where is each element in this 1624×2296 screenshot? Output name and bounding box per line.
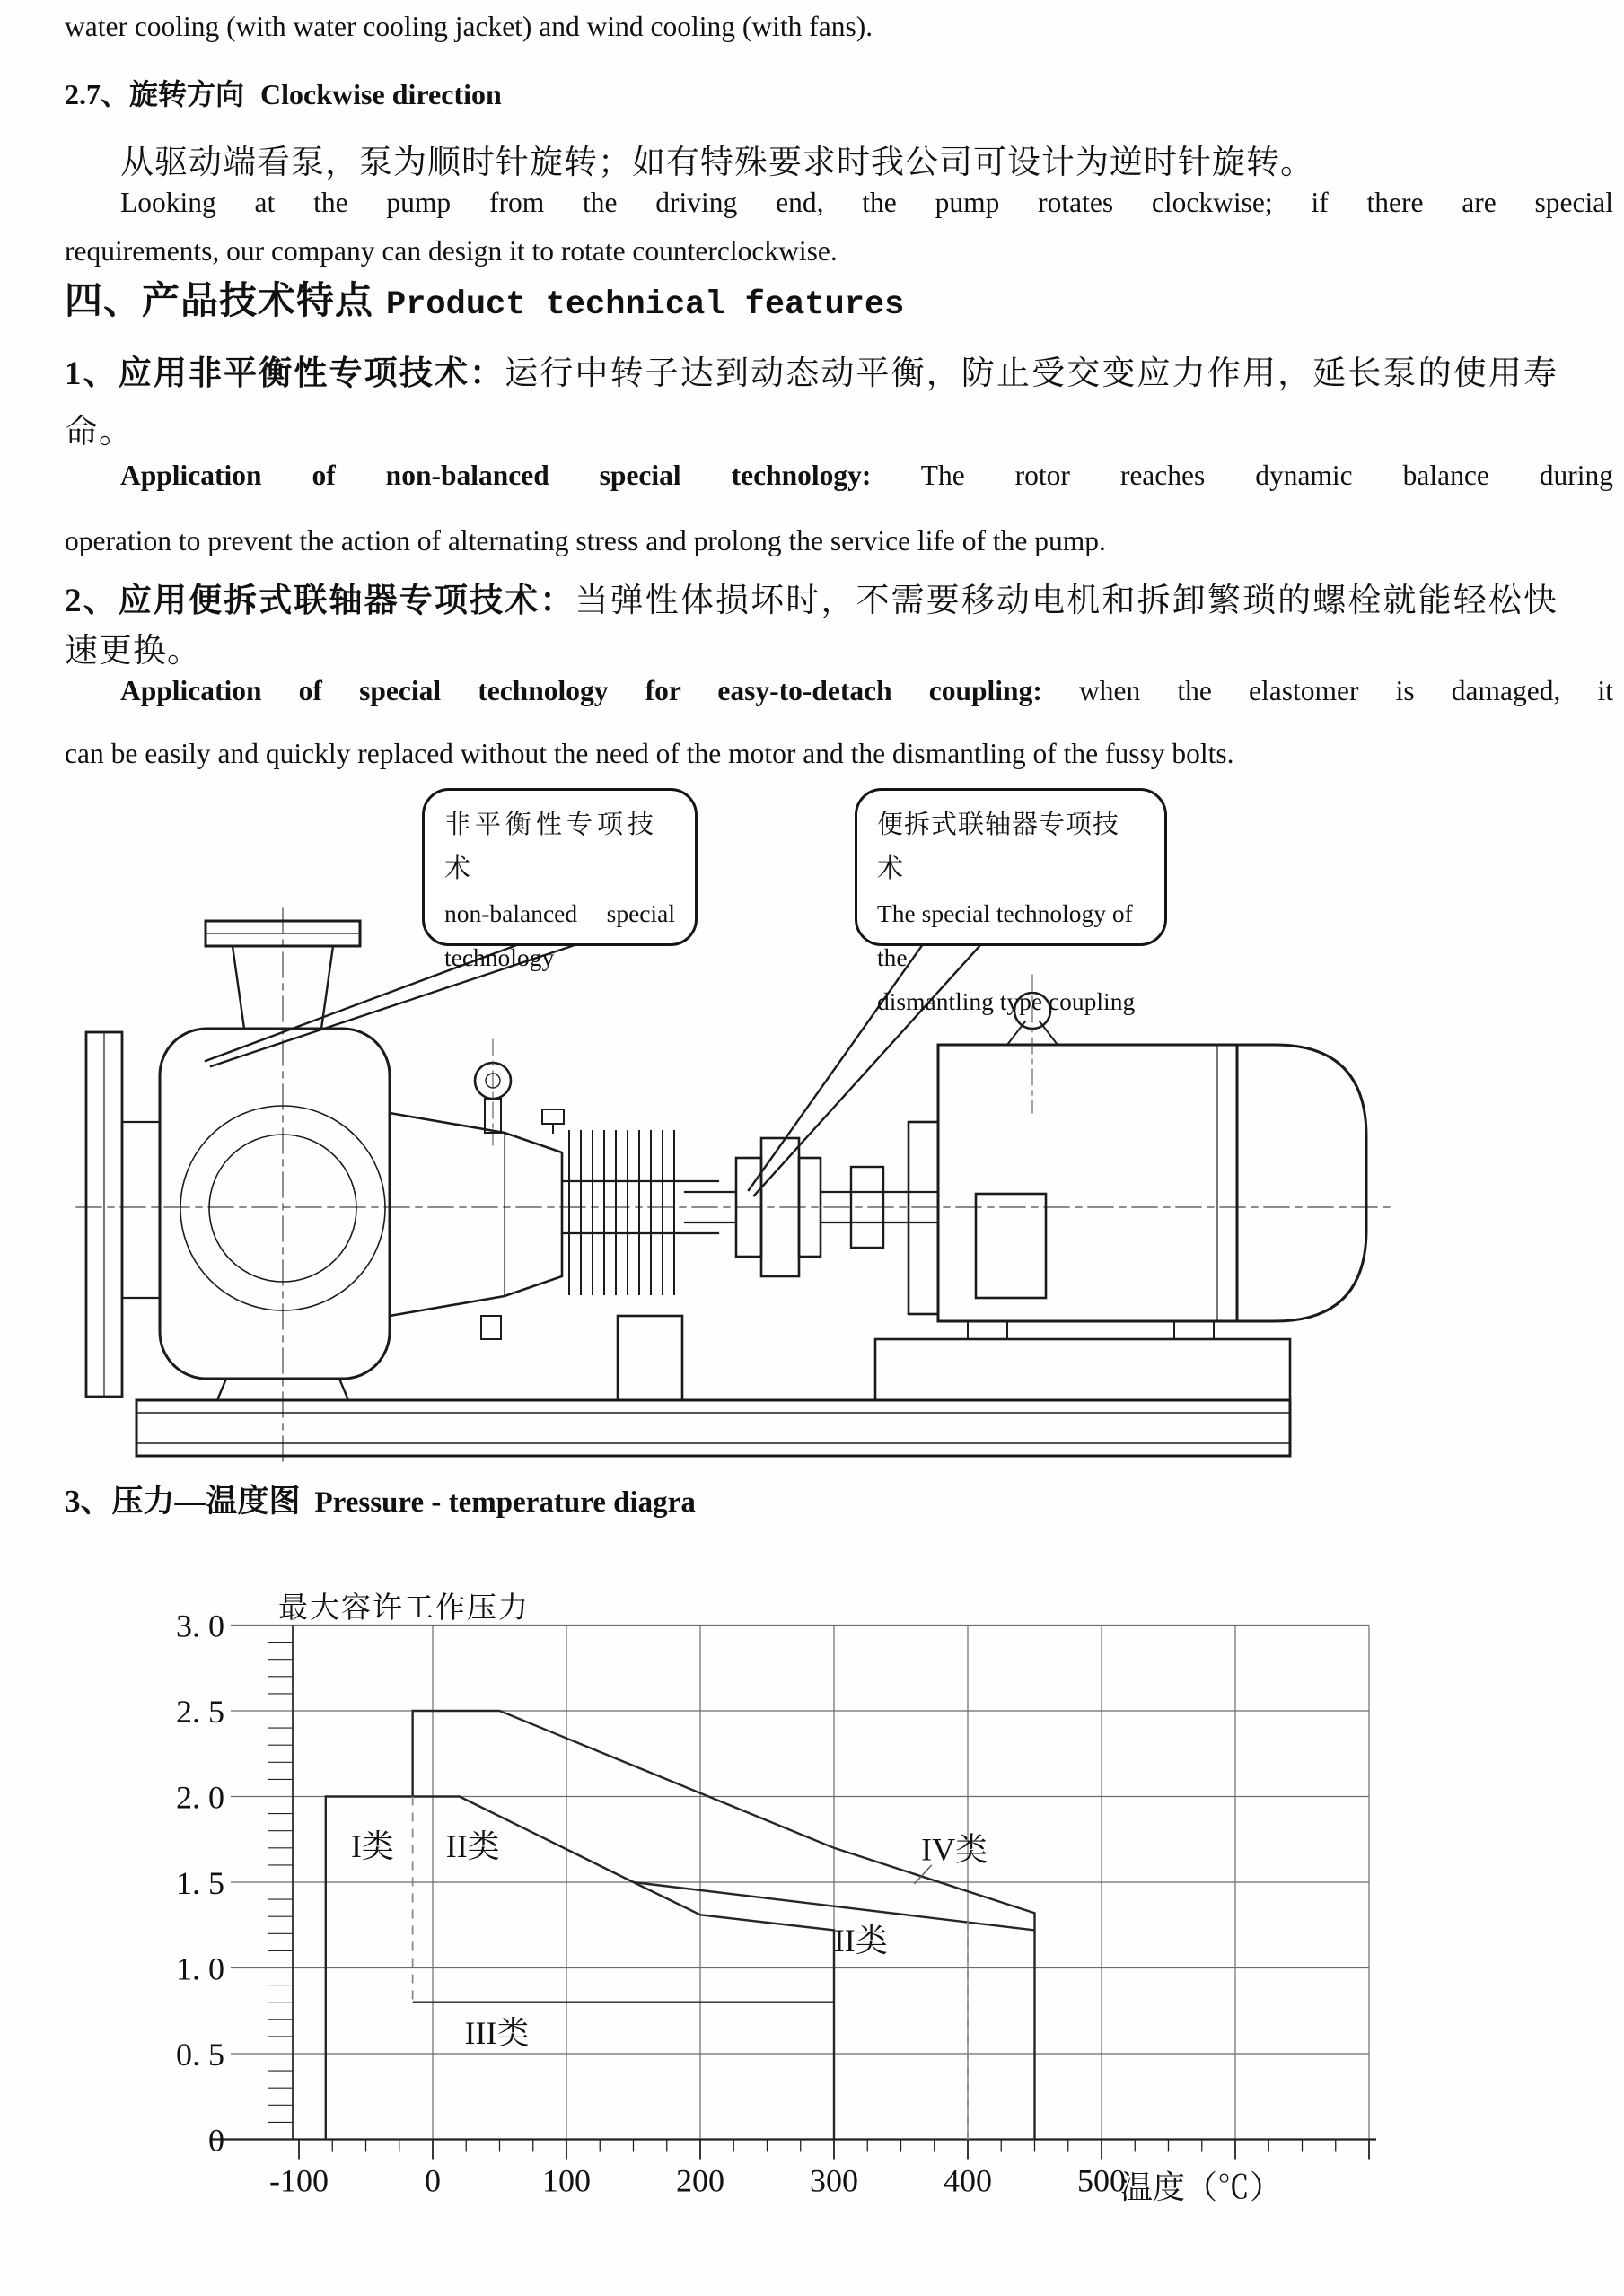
svg-text:300: 300 xyxy=(810,2162,858,2199)
callout-1-en-line1: non-balanced special xyxy=(444,899,675,927)
suction-nozzle xyxy=(122,1122,160,1298)
motor-body xyxy=(938,1045,1237,1321)
heading-2-7-en: Clockwise direction xyxy=(260,78,502,110)
series-class-II-IV-upper-boundary xyxy=(413,1711,1035,2140)
paragraph-top: water cooling (with water cooling jacket) and wind cooling (with fans). xyxy=(65,11,873,42)
region-label: II类 xyxy=(445,1827,500,1864)
svg-text:0: 0 xyxy=(425,2162,441,2199)
pressure-temperature-chart xyxy=(0,1571,1624,2280)
heading-3 xyxy=(65,1477,1558,1521)
bearing-bracket xyxy=(390,1113,562,1316)
heading-3-en: Pressure - temperature diagra xyxy=(314,1486,696,1519)
heading-4 xyxy=(65,271,1558,325)
svg-text:200: 200 xyxy=(676,2162,724,2199)
item-1-en-line1 xyxy=(65,460,1613,492)
callout-1-cn: 非平衡性专项技术 xyxy=(444,811,659,883)
chart-gridlines xyxy=(231,1626,1369,2140)
heading-3-cn: 3、压力—温度图 xyxy=(65,1484,301,1519)
paragraph-2-7-en-line1: Looking at the pump from the driving end, the pump rotates clockwise; if there are special xyxy=(120,187,1613,218)
svg-text:-100: -100 xyxy=(269,2162,329,2199)
heading-2-7-number: 2.7、 xyxy=(65,78,130,110)
item-1-line1 xyxy=(65,346,1558,394)
bracket-support-foot xyxy=(618,1316,682,1400)
cooling-fins xyxy=(569,1131,674,1294)
chart-x-axis-title: 温度（℃） xyxy=(1120,2169,1283,2205)
paragraph-2-7-en-line2: requirements, our company can design it to rotate counterclockwise. xyxy=(65,235,838,267)
motor-pedestal xyxy=(875,1339,1290,1400)
callout-2-cn: 便拆式联轴器专项技术 xyxy=(877,811,1120,883)
svg-text:0: 0 xyxy=(208,2122,224,2159)
item-2-en-line2: can be easily and quickly replaced without the need of the motor and the dismantling of the fussy bolts. xyxy=(65,738,1234,769)
baseplate xyxy=(136,1400,1290,1456)
vent-plug xyxy=(542,1109,564,1124)
item-1-rest: 运行中转子达到动态动平衡，防止受交变应力作用，延长泵的使用寿 xyxy=(505,355,1558,392)
svg-text:3. 0: 3. 0 xyxy=(176,1608,224,1644)
chart-title: 最大容许工作压力 xyxy=(278,1592,530,1625)
item-1-en-lead: Application of non-balanced special technology: xyxy=(120,460,872,491)
chart-tick-labels xyxy=(176,1608,1126,2199)
callout-bubble-non-balanced xyxy=(422,788,698,971)
chart-axes xyxy=(211,1626,1376,2160)
callout-2-en-line1: The special technology of the xyxy=(877,899,1133,971)
item-2-en-lead: Application of special technology for easy-to-detach coupling: xyxy=(120,675,1042,706)
svg-text:2. 5: 2. 5 xyxy=(176,1694,224,1730)
svg-text:500: 500 xyxy=(1077,2162,1126,2199)
region-label: I类 xyxy=(350,1827,394,1864)
item-1-en-rest: The rotor reaches dynamic balance during xyxy=(871,460,1613,491)
callout-bubble-coupling xyxy=(855,788,1167,1015)
region-label: III类 xyxy=(464,2015,530,2052)
callout-2-en-line2: dismantling type coupling xyxy=(877,987,1136,1015)
item-1-lead: 1、应用非平衡性专项技术： xyxy=(65,355,505,392)
motor-fan-cover xyxy=(1237,1045,1366,1321)
svg-text:400: 400 xyxy=(944,2162,992,2199)
heading-4-en: Product technical features xyxy=(386,286,905,324)
heading-4-cn: 四、产品技术特点 xyxy=(65,281,374,322)
pump-casing xyxy=(160,1029,390,1379)
chart-titles xyxy=(278,1591,1282,2205)
item-2-en-line1 xyxy=(65,675,1613,707)
heading-2-7-cn: 旋转方向 xyxy=(129,78,245,110)
svg-text:1. 5: 1. 5 xyxy=(176,1865,224,1901)
item-1-line2: 命。 xyxy=(65,414,133,451)
chart-series xyxy=(326,1711,1035,2140)
callout-1-en-line2: technology xyxy=(444,943,555,971)
motor-foot-front xyxy=(968,1321,1007,1339)
item-2-lead: 2、应用便拆式联轴器专项技术： xyxy=(65,583,575,619)
drain-plug xyxy=(481,1316,501,1339)
chart-region-labels xyxy=(351,1828,988,2051)
region-label: II类 xyxy=(833,1922,888,1959)
svg-text:1. 0: 1. 0 xyxy=(176,1950,224,1987)
svg-text:100: 100 xyxy=(542,2162,591,2199)
motor-front-bracket xyxy=(909,1122,938,1314)
item-2-en-rest: when the elastomer is damaged, it xyxy=(1041,675,1614,706)
paragraph-2-7-cn: 从驱动端看泵，泵为顺时针旋转；如有特殊要求时我公司可设计为逆时针旋转。 xyxy=(120,145,1314,181)
item-2-rest: 当弹性体损坏时，不需要移动电机和拆卸繁琐的螺栓就能轻松快 xyxy=(575,583,1558,619)
heading-2-7 xyxy=(65,72,1558,113)
item-2-line2: 速更换。 xyxy=(65,633,201,670)
motor-foot-rear xyxy=(1174,1321,1214,1339)
pump-assembly-drawing xyxy=(0,772,1624,1490)
svg-text:0. 5: 0. 5 xyxy=(176,2037,224,2073)
svg-text:2. 0: 2. 0 xyxy=(176,1779,224,1816)
item-1-en-line2: operation to prevent the action of alternating stress and prolong the service life of the pump. xyxy=(65,525,1106,556)
item-2-line1 xyxy=(65,573,1558,621)
region-label: IV类 xyxy=(921,1831,988,1868)
motor-terminal-box xyxy=(976,1194,1046,1298)
